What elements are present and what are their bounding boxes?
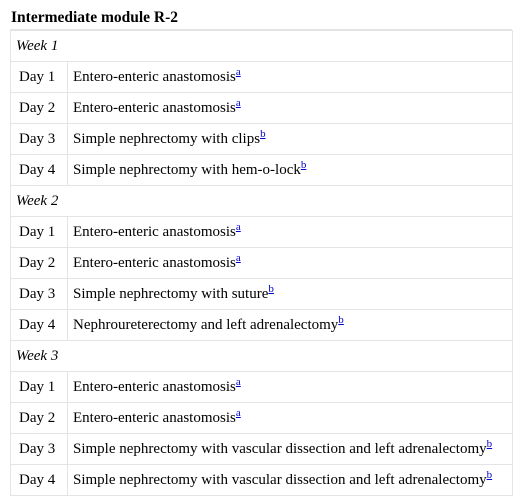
procedure-text: Simple nephrectomy with hem-o-lock	[73, 161, 301, 178]
table-row	[11, 155, 513, 186]
procedure-cell	[68, 465, 513, 496]
procedure-text: Entero-enteric anastomosis	[73, 378, 236, 395]
procedure-text: Entero-enteric anastomosis	[73, 68, 236, 85]
week-header-row	[11, 31, 513, 62]
footnote-link[interactable]: a	[235, 220, 241, 233]
day-cell: Day 2	[11, 403, 68, 434]
procedure-cell	[68, 434, 513, 465]
day-cell: Day 3	[11, 124, 68, 155]
day-cell: Day 4	[11, 310, 68, 341]
day-cell: Day 2	[11, 93, 68, 124]
procedure-text: Entero-enteric anastomosis	[73, 409, 236, 426]
day-cell: Day 3	[11, 279, 68, 310]
table-row	[11, 310, 513, 341]
procedure-cell	[68, 217, 513, 248]
procedure-cell	[68, 93, 513, 124]
procedure-text: Entero-enteric anastomosis	[73, 99, 236, 116]
footnote-link[interactable]: b	[338, 313, 344, 326]
week-header-row	[11, 341, 513, 372]
footnote-link[interactable]: b	[486, 437, 493, 450]
week-header-row	[11, 186, 513, 217]
procedure-cell	[68, 248, 513, 279]
day-cell: Day 1	[11, 372, 68, 403]
table-row	[11, 434, 513, 465]
day-cell: Day 4	[11, 465, 68, 496]
footnote-link[interactable]: b	[260, 127, 266, 140]
procedure-cell	[68, 279, 513, 310]
procedure-cell	[68, 124, 513, 155]
table-row	[11, 93, 513, 124]
footnote-link[interactable]: b	[486, 468, 493, 481]
day-cell: Day 3	[11, 434, 68, 465]
table-row	[11, 372, 513, 403]
procedure-text: Simple nephrectomy with vascular dissection and left adrenalectomy	[73, 440, 487, 457]
table-row	[11, 124, 513, 155]
footnote-link[interactable]: a	[235, 96, 241, 109]
procedure-text: Simple nephrectomy with vascular dissection and left adrenalectomy	[73, 471, 487, 488]
week-label: Week 2	[11, 186, 513, 217]
footnote-link[interactable]: a	[235, 65, 241, 78]
schedule-table-container	[10, 6, 512, 496]
footnote-link[interactable]: b	[268, 282, 274, 295]
procedure-cell	[68, 403, 513, 434]
table-row	[11, 62, 513, 93]
footnote-link[interactable]: a	[235, 375, 241, 388]
table-title: Intermediate module R-2	[10, 6, 512, 30]
table-row	[11, 217, 513, 248]
schedule-table	[10, 30, 513, 496]
procedure-text: Entero-enteric anastomosis	[73, 254, 236, 271]
table-row	[11, 279, 513, 310]
procedure-cell	[68, 155, 513, 186]
procedure-text: Entero-enteric anastomosis	[73, 223, 236, 240]
procedure-cell	[68, 372, 513, 403]
footnote-link[interactable]: a	[235, 406, 241, 419]
procedure-cell	[68, 62, 513, 93]
procedure-text: Simple nephrectomy with suture	[73, 285, 269, 302]
week-label: Week 3	[11, 341, 513, 372]
week-label: Week 1	[11, 31, 513, 62]
table-row	[11, 248, 513, 279]
day-cell: Day 1	[11, 62, 68, 93]
footnote-link[interactable]: b	[300, 158, 307, 171]
procedure-text: Simple nephrectomy with clips	[73, 130, 261, 147]
day-cell: Day 1	[11, 217, 68, 248]
table-row	[11, 403, 513, 434]
day-cell: Day 2	[11, 248, 68, 279]
table-row	[11, 465, 513, 496]
footnote-link[interactable]: a	[235, 251, 241, 264]
day-cell: Day 4	[11, 155, 68, 186]
procedure-cell	[68, 310, 513, 341]
procedure-text: Nephroureterectomy and left adrenalectomy	[73, 316, 339, 333]
